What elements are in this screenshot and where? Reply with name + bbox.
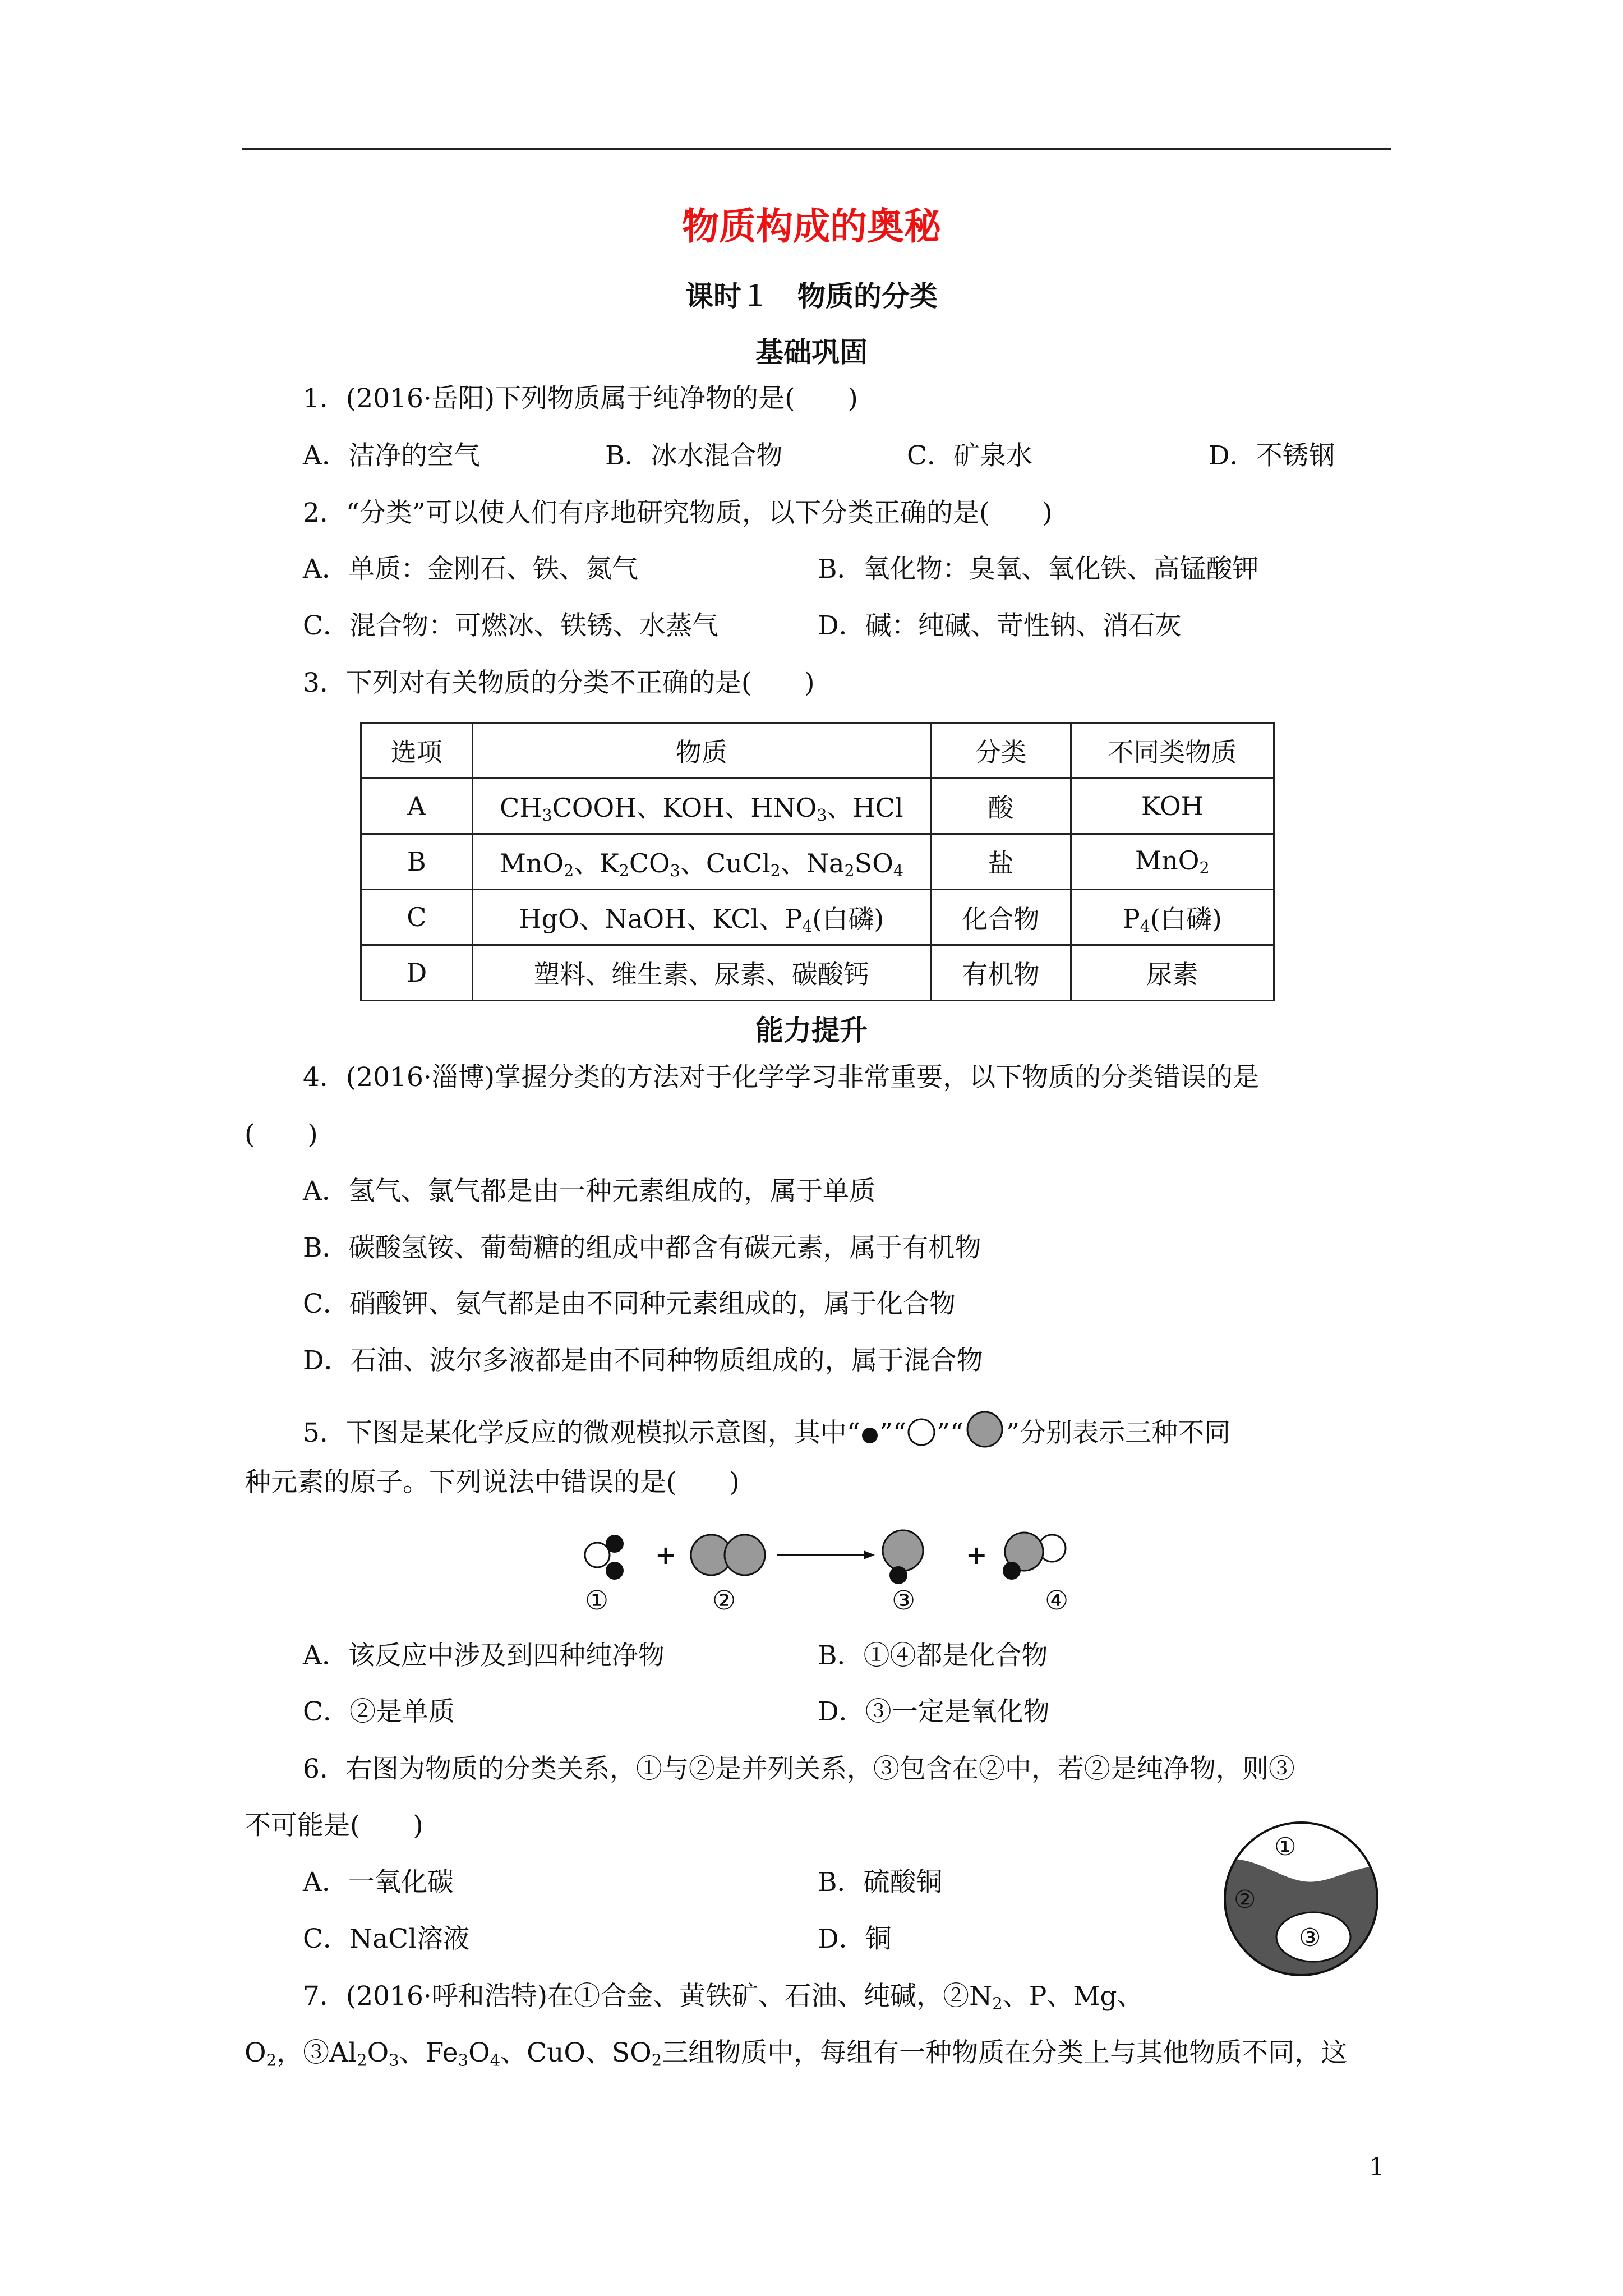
q6-stem: 6．右图为物质的分类关系，①与②是并列关系，③包含在②中，若②是纯净物，则③: [303, 1754, 1295, 1784]
q4-option-d: D．石油、波尔多液都是由不同种物质组成的，属于混合物: [303, 1345, 983, 1376]
molecule-2: [691, 1535, 765, 1575]
gray-atom-icon: [963, 1410, 1006, 1450]
table-cell-class: 有机物: [931, 945, 1071, 1001]
q7-stem-part: 三组物质中，每组有一种物质在分类上与其他物质不同，这: [662, 2037, 1348, 2068]
section-heading-basic: 基础巩固: [755, 335, 868, 369]
reaction-diagram: [572, 1515, 1122, 1627]
table-header-cell: 选项: [361, 723, 473, 779]
table-row: [361, 779, 1274, 834]
molecule-3: [883, 1530, 923, 1584]
q3-classification-table: [360, 722, 1275, 1001]
q5-stem: [303, 1410, 1230, 1450]
q6-stem-line2: 不可能是( ): [245, 1810, 423, 1841]
q5-stem-part: 5．下图是某化学反应的微观模拟示意图，其中“: [303, 1418, 860, 1448]
table-cell-different: 尿素: [1071, 945, 1274, 1001]
q5-option-a: A．该反应中涉及到四种纯净物: [303, 1640, 665, 1671]
header-rule: [242, 148, 1391, 150]
section-heading-advanced: 能力提升: [755, 1014, 868, 1047]
classification-venn-diagram: [1217, 1815, 1385, 1983]
q2-option-b: B．氧化物：臭氧、氧化铁、高锰酸钾: [818, 554, 1259, 585]
region-label-1: ①: [1274, 1833, 1297, 1861]
table-cell-option: A: [361, 779, 473, 834]
region-label-2: ②: [1234, 1885, 1256, 1914]
table-row: [361, 890, 1274, 945]
q5-option-b: B．①④都是化合物: [818, 1640, 1048, 1671]
q6-option-d: D．铜: [818, 1924, 892, 1954]
q5-stem-part: ”“: [879, 1418, 906, 1448]
molecule-1: [585, 1535, 624, 1580]
table-cell-substances: HgO、NaOH、KCl、$P_4$(白磷): [472, 890, 931, 945]
table-cell-option: D: [361, 945, 473, 1001]
table-cell-class: 化合物: [931, 890, 1071, 945]
q1-option-a: A．洁净的空气: [303, 440, 480, 471]
table-cell-substances: $CH_3COOH$、KOH、$HNO_3$、HCl: [472, 779, 931, 834]
q6-option-c: C．NaCl溶液: [303, 1924, 470, 1954]
q2-option-d: D．碱：纯碱、苛性钠、消石灰: [818, 610, 1182, 641]
q2-option-a: A．单质：金刚石、铁、氮气: [303, 554, 638, 585]
q1-option-c: C．矿泉水: [907, 440, 1032, 471]
q4-option-c: C．硝酸钾、氨气都是由不同种元素组成的，属于化合物: [303, 1289, 956, 1319]
table-row: [361, 834, 1274, 890]
table-cell-option: B: [361, 834, 473, 890]
table-cell-substances: MnO$_2$、$K_2CO_3$、CuCl$_2$、$Na_2SO_4$: [472, 834, 931, 890]
q3-stem: 3．下列对有关物质的分类不正确的是( ): [303, 668, 815, 698]
region-label-3: ③: [1299, 1924, 1321, 1952]
q5-option-d: D．③一定是氧化物: [818, 1696, 1050, 1727]
plus-sign: +: [966, 1540, 988, 1570]
table-cell-different: KOH: [1071, 779, 1274, 834]
diagram-label-3: ③: [892, 1585, 916, 1616]
q7-stem-line2: $O_2$，$③Al_2O_3$、$Fe_3O_4$、CuO、$SO_2$三组物质中，每组有一种物质在分类上与其他物质不同，这: [245, 2037, 1348, 2070]
q1-option-d: D．不锈钢: [1209, 440, 1335, 471]
q7-stem-part: 7．(2016·呼和浩特)在①合金、黄铁矿、石油、纯碱，②: [303, 1981, 970, 2012]
q7-stem: 7．(2016·呼和浩特)在①合金、黄铁矿、石油、纯碱，$②N_2$、P、Mg、: [303, 1981, 1144, 2013]
lesson-subtitle: 课时１ 物质的分类: [685, 279, 938, 312]
diagram-label-4: ④: [1045, 1585, 1069, 1616]
q4-stem: 4．(2016·淄博)掌握分类的方法对于化学学习非常重要，以下物质的分类错误的是: [303, 1062, 1260, 1093]
page-title: 物质构成的奥秘: [682, 204, 941, 248]
black-atom-icon: [860, 1426, 879, 1445]
table-cell-class: 盐: [931, 834, 1071, 890]
q1-option-b: B．冰水混合物: [605, 440, 783, 471]
q6-option-a: A．一氧化碳: [303, 1867, 454, 1898]
table-header-cell: 分类: [931, 723, 1071, 779]
diagram-label-2: ②: [712, 1585, 736, 1616]
q6-option-b: B．硫酸铜: [818, 1867, 943, 1898]
page-number: 1: [1369, 2153, 1385, 2182]
table-cell-different: $P_4$(白磷): [1071, 890, 1274, 945]
table-header-row: [361, 723, 1274, 779]
table-header-cell: 不同类物质: [1071, 723, 1274, 779]
q4-option-b: B．碳酸氢铵、葡萄糖的组成中都含有碳元素，属于有机物: [303, 1232, 981, 1263]
q2-stem: 2．“分类”可以使人们有序地研究物质，以下分类正确的是( ): [303, 498, 1053, 528]
table-row: [361, 945, 1274, 1001]
table-cell-option: C: [361, 890, 473, 945]
molecule-4: [1003, 1533, 1066, 1580]
reaction-arrow: [777, 1550, 875, 1559]
q5-option-c: C．②是单质: [303, 1696, 455, 1727]
table-cell-substances: 塑料、维生素、尿素、碳酸钙: [472, 945, 931, 1001]
q4-stem-paren: ( ): [245, 1119, 318, 1150]
table-cell-class: 酸: [931, 779, 1071, 834]
q4-option-a: A．氢气、氯气都是由一种元素组成的，属于单质: [303, 1176, 875, 1207]
table-cell-different: MnO$_2$: [1071, 834, 1274, 890]
table-header-cell: 物质: [472, 723, 931, 779]
white-atom-icon: [906, 1417, 937, 1447]
q2-option-c: C．混合物：可燃冰、铁锈、水蒸气: [303, 610, 718, 641]
q5-stem-line2: 种元素的原子。下列说法中错误的是( ): [245, 1467, 740, 1498]
q1-stem: 1．(2016·岳阳)下列物质属于纯净物的是( ): [303, 383, 858, 414]
diagram-label-1: ①: [585, 1585, 609, 1616]
q5-stem-part: ”“: [937, 1418, 964, 1448]
q5-stem-part: ”分别表示三种不同: [1006, 1418, 1231, 1448]
plus-sign: +: [655, 1540, 677, 1570]
